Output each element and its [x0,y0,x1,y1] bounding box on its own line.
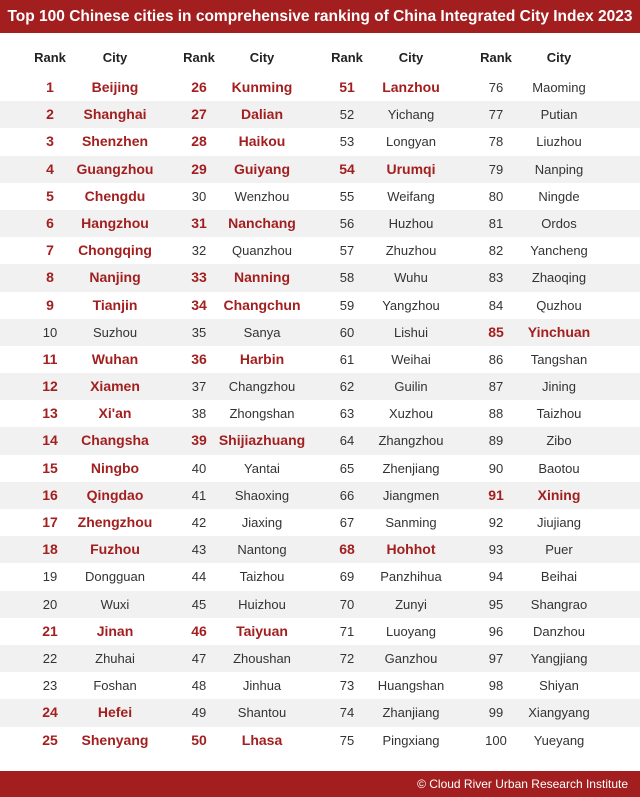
table-row [0,455,640,482]
city-cell: Guilin [394,379,428,395]
city-cell: Wuxi [100,596,130,612]
city-cell: Sanming [385,515,437,530]
rank-column-header: Rank [183,50,215,65]
rank-cell: 71 [339,623,355,639]
rank-cell: 14 [42,432,58,449]
rank-cell: 66 [339,487,355,503]
rank-cell: 39 [191,432,207,449]
rank-cell: 26 [191,79,207,95]
rank-cell: 28 [191,133,207,150]
city-cell: Zhongshan [229,406,295,422]
city-cell: Xi'an [98,405,132,422]
rank-cell: 15 [42,459,58,476]
city-cell: Yancheng [530,243,588,259]
city-cell: Nanning [234,269,290,286]
rank-cell: 31 [191,214,207,231]
rank-cell: 96 [488,623,504,639]
rank-cell: 100 [485,732,507,748]
rank-cell: 19 [42,569,58,585]
city-column-header: City [102,50,128,65]
city-cell: Qingdao [86,486,144,503]
city-cell: Beijing [91,79,139,95]
rank-cell: 69 [339,569,355,585]
city-cell: Yueyang [533,732,585,748]
table-row [0,346,640,373]
city-cell: Puer [545,542,573,558]
city-cell: Yangjiang [530,650,588,666]
rank-column-header: Rank [480,50,512,65]
rank-cell: 91 [488,486,504,503]
city-cell: Lishui [394,324,428,340]
rank-cell: 82 [488,243,504,259]
city-cell: Beihai [540,569,578,585]
city-cell: Zhenjiang [382,460,440,476]
city-cell: Shiyan [539,678,579,694]
rank-cell: 83 [488,270,504,286]
rank-cell: 46 [191,622,207,639]
rank-cell: 6 [46,214,54,231]
city-cell: Jining [542,379,576,395]
table-row [0,74,640,101]
table-row [0,727,640,754]
city-cell: Suzhou [92,324,138,340]
rank-cell: 88 [488,406,504,422]
city-cell: Jiaxing [241,515,283,530]
city-cell: Maoming [532,80,586,95]
city-cell: Tangshan [530,351,588,367]
city-cell: Chongqing [78,242,152,259]
rank-cell: 93 [488,542,504,558]
rank-cell: 80 [488,188,504,204]
rank-column-header: Rank [331,50,363,65]
rank-cell: 4 [46,160,54,177]
rank-cell: 94 [488,569,504,585]
rank-cell: 85 [488,323,504,340]
table-row [0,319,640,346]
city-cell: Yantai [244,460,280,476]
rank-cell: 45 [191,596,207,612]
rank-cell: 44 [191,569,207,585]
city-cell: Harbin [239,350,285,367]
city-cell: Zhangzhou [378,433,444,449]
rank-cell: 13 [42,405,58,422]
city-cell: Haikou [238,133,286,150]
city-cell: Zhuhai [95,650,135,666]
rank-cell: 57 [339,243,355,259]
rank-cell: 90 [488,460,504,476]
rank-cell: 97 [488,650,504,666]
rank-cell: 36 [191,350,207,367]
table-row [0,699,640,726]
city-cell: Danzhou [532,623,586,639]
rank-cell: 55 [339,188,355,204]
table-row [0,591,640,618]
city-column-header: City [546,50,572,65]
city-cell: Jinhua [242,678,282,694]
rank-cell: 63 [339,406,355,422]
rank-cell: 29 [191,160,207,177]
rank-cell: 43 [191,542,207,558]
copyright-text: © Cloud River Urban Research Institute [417,777,628,791]
city-cell: Nanchang [228,214,296,231]
city-cell: Hohhot [386,541,436,558]
rank-cell: 38 [191,406,207,422]
rank-cell: 52 [339,107,355,123]
city-cell: Taiyuan [236,622,288,639]
city-cell: Yichang [387,107,435,123]
rank-cell: 42 [191,515,207,530]
table-row [0,373,640,400]
city-cell: Jinan [96,622,134,639]
rank-cell: 81 [488,215,504,231]
rank-cell: 16 [42,486,58,503]
city-cell: Weifang [387,188,435,204]
table-row [0,237,640,264]
rank-cell: 84 [488,297,504,313]
city-cell: Shantou [237,705,287,721]
city-cell: Nanjing [89,269,141,286]
rank-cell: 30 [191,188,207,204]
city-cell: Xining [537,486,581,503]
table-row [0,563,640,590]
rank-cell: 86 [488,351,504,367]
city-cell: Changzhou [228,379,296,395]
rank-cell: 92 [488,515,504,530]
rank-cell: 62 [339,379,355,395]
rank-cell: 53 [339,134,355,150]
rank-cell: 25 [42,731,58,748]
rank-cell: 24 [42,704,58,721]
table-row [0,509,640,536]
rank-cell: 67 [339,515,355,530]
table-row [0,536,640,563]
rank-cell: 58 [339,270,355,286]
rank-cell: 99 [488,705,504,721]
rank-cell: 56 [339,215,355,231]
city-cell: Longyan [386,134,436,150]
table-row [0,645,640,672]
rank-cell: 98 [488,678,504,694]
rank-cell: 12 [42,378,58,395]
table-row [0,210,640,237]
city-cell: Zhengzhou [77,514,153,530]
rank-cell: 51 [339,79,355,95]
city-cell: Quanzhou [232,243,292,259]
table-header [0,46,640,70]
city-column-header: City [398,50,424,65]
city-cell: Hangzhou [81,214,149,231]
rank-cell: 33 [191,269,207,286]
rank-cell: 20 [42,596,58,612]
city-cell: Shenyang [81,731,149,748]
city-cell: Luoyang [386,623,436,639]
rank-cell: 27 [191,106,207,123]
city-cell: Ganzhou [384,650,438,666]
ranking-table [0,74,640,754]
rank-cell: 64 [339,433,355,449]
rank-cell: 49 [191,705,207,721]
city-cell: Ningde [538,188,580,204]
city-cell: Taizhou [536,406,582,422]
rank-cell: 11 [42,350,58,367]
rank-cell: 48 [191,678,207,694]
city-cell: Changsha [81,432,149,449]
city-cell: Changchun [223,296,301,313]
rank-cell: 18 [42,541,58,558]
city-cell: Xiangyang [528,705,590,721]
city-cell: Xiamen [90,378,140,395]
rank-cell: 78 [488,134,504,150]
city-cell: Putian [540,107,578,123]
city-cell: Wuhu [394,270,428,286]
city-cell: Liuzhou [536,134,582,150]
city-cell: Hefei [97,704,133,721]
city-cell: Baotou [538,460,580,476]
city-cell: Yinchuan [527,323,591,340]
page-title: Top 100 Chinese cities in comprehensive ranking of China Integrated City Index 2023 [0,0,640,33]
rank-cell: 95 [488,596,504,612]
city-cell: Shangrao [530,596,588,612]
city-cell: Guiyang [233,160,290,177]
city-cell: Yangzhou [382,297,440,313]
city-cell: Chengdu [84,187,146,204]
city-cell: Foshan [93,678,137,694]
table-row [0,672,640,699]
rank-cell: 59 [339,297,355,313]
city-cell: Wenzhou [234,188,290,204]
city-cell: Shijiazhuang [218,432,306,449]
rank-cell: 23 [42,678,58,694]
table-row [0,264,640,291]
rank-cell: 79 [488,161,504,177]
city-cell: Wuhan [91,350,139,367]
rank-cell: 75 [339,732,355,748]
rank-cell: 72 [339,650,355,666]
city-cell: Zhaoqing [531,270,587,286]
footer-credit [0,771,640,797]
city-cell: Jiujiang [536,515,582,530]
rank-cell: 74 [339,705,355,721]
city-cell: Huizhou [238,596,286,612]
rank-cell: 1 [46,79,54,95]
rank-cell: 40 [191,460,207,476]
rank-cell: 77 [488,107,504,123]
table-row [0,101,640,128]
table-row [0,400,640,427]
rank-cell: 41 [191,487,207,503]
rank-cell: 50 [191,731,207,748]
table-row [0,156,640,183]
rank-cell: 2 [46,106,54,123]
table-row [0,183,640,210]
rank-cell: 8 [46,269,54,286]
city-cell: Pingxiang [382,732,440,748]
rank-cell: 35 [191,324,207,340]
city-cell: Nantong [237,542,287,558]
city-cell: Kunming [231,79,293,95]
rank-cell: 60 [339,324,355,340]
rank-cell: 9 [46,296,54,313]
city-column-header: City [249,50,275,65]
city-cell: Ordos [541,215,577,231]
city-cell: Zibo [546,433,572,449]
city-cell: Guangzhou [76,160,154,177]
rank-cell: 89 [488,433,504,449]
rank-cell: 32 [191,243,207,259]
rank-cell: 7 [46,242,54,259]
rank-cell: 73 [339,678,355,694]
table-row [0,128,640,155]
rank-cell: 10 [42,324,58,340]
table-row [0,427,640,454]
rank-cell: 17 [42,514,58,530]
city-cell: Xuzhou [388,406,434,422]
city-cell: Urumqi [386,160,436,177]
city-cell: Weihai [391,351,431,367]
city-cell: Shaoxing [234,487,290,503]
rank-cell: 65 [339,460,355,476]
city-cell: Zhanjiang [382,705,440,721]
rank-cell: 37 [191,379,207,395]
rank-cell: 61 [339,351,355,367]
rank-cell: 70 [339,596,355,612]
rank-cell: 3 [46,133,54,150]
city-cell: Lhasa [241,731,283,748]
city-cell: Fuzhou [90,541,140,558]
city-cell: Huzhou [388,215,434,231]
city-cell: Quzhou [536,297,582,313]
city-cell: Tianjin [92,296,138,313]
city-cell: Jiangmen [382,487,440,503]
rank-cell: 5 [46,187,54,204]
rank-cell: 87 [488,379,504,395]
city-cell: Nanping [534,161,584,177]
city-cell: Panzhihua [380,569,442,585]
rank-cell: 34 [191,296,207,313]
rank-cell: 22 [42,650,58,666]
city-cell: Lanzhou [382,79,440,95]
city-cell: Shanghai [83,106,147,123]
rank-column-header: Rank [34,50,66,65]
city-cell: Zhoushan [233,650,291,666]
table-row [0,482,640,509]
city-cell: Ningbo [90,459,140,476]
rank-cell: 47 [191,650,207,666]
table-row [0,292,640,319]
city-cell: Dongguan [85,569,145,585]
city-cell: Zunyi [395,596,427,612]
city-cell: Sanya [243,324,281,340]
city-cell: Shenzhen [81,133,149,150]
city-cell: Zhuzhou [385,243,437,259]
rank-cell: 76 [488,80,504,95]
table-row [0,618,640,645]
city-cell: Huangshan [377,678,445,694]
city-cell: Taizhou [239,569,285,585]
city-cell: Dalian [240,106,283,123]
rank-cell: 54 [339,160,355,177]
rank-cell: 21 [42,622,58,639]
rank-cell: 68 [339,541,355,558]
